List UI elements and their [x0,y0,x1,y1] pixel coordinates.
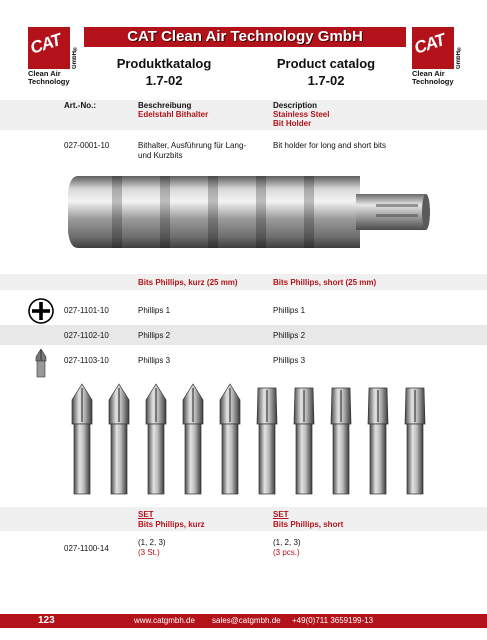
bit-photo-item [405,388,425,494]
company-logo-right: CAT GmbH® Clean Air Technology [412,27,468,85]
catalog-title-de: Produktkatalog [116,56,212,71]
bit-row-3-de: Phillips 3 [138,356,171,365]
bit-row-2-art: 027-1102-10 [64,331,109,340]
bit-row-3-en: Phillips 3 [273,356,306,365]
col-art-header: Art.-No.: [64,101,96,110]
bits-set-image [60,380,450,500]
bit-row-2-en: Phillips 2 [273,331,306,340]
bit-photo-item [109,384,129,494]
set-section-header [0,507,487,531]
catalog-code-de: 1.7-02 [145,73,183,88]
col-desc-de-header: Beschreibung [138,101,192,110]
bit-row-1-art: 027-1101-10 [64,306,109,315]
footer-phone: +49(0)711 3659199-13 [292,616,374,625]
holder-desc-en: Bit holder for long and short bits [273,141,386,150]
bit-row-1-en: Phillips 1 [273,306,306,315]
footer-email-link[interactable]: sales@catgmbh.de [212,616,281,625]
bit-photo-item [72,384,92,494]
bit-photo-item [146,384,166,494]
bit-photo-item [183,384,203,494]
holder-art-no: 027-0001-10 [64,141,110,150]
set-de-items: (1, 2, 3) (3 St.) [138,538,166,557]
set-en-items: (1, 2, 3) (3 pcs.) [273,538,301,557]
footer-bar [0,614,487,628]
bit-photo-item [294,388,314,494]
catalog-code-en: 1.7-02 [307,73,345,88]
subheader-de: Edelstahl Bithalter [138,110,209,119]
subheader-en-1: Stainless Steel [273,110,330,119]
bit-photo-item [257,388,277,494]
set-de-label: SET Bits Phillips, kurz [138,510,205,529]
bit-photo-item [368,388,388,494]
phillips-cross-icon [28,298,54,324]
company-logo-left: CAT GmbH® Clean Air Technology [28,27,84,85]
holder-desc-de: Bithalter, Ausführung für Lang- und Kurzbits [138,141,247,160]
bit-row-3-art: 027-1103-10 [64,356,109,365]
bit-row-2-de: Phillips 2 [138,331,171,340]
bits-section-en: Bits Phillips, short (25 mm) [273,278,377,287]
bit-row-1-de: Phillips 1 [138,306,171,315]
bits-section-de: Bits Phillips, kurz (25 mm) [138,278,238,287]
set-art-no: 027-1100-14 [64,544,109,553]
bits-section-header [0,274,487,290]
bit-photo-item [220,384,240,494]
subheader-en-2: Bit Holder [273,119,312,128]
page-number: 123 [38,615,55,626]
bit-photo-item [331,388,351,494]
phillips-bit-icon [34,348,48,378]
catalog-title-en: Product catalog [276,56,376,71]
set-en-label: SET Bits Phillips, short [273,510,344,529]
company-title-bar: CAT Clean Air Technology GmbH [84,27,406,47]
bit-holder-image [60,162,432,262]
col-desc-en-header: Description [273,101,318,110]
footer-web-link[interactable]: www.catgmbh.de [134,616,195,625]
